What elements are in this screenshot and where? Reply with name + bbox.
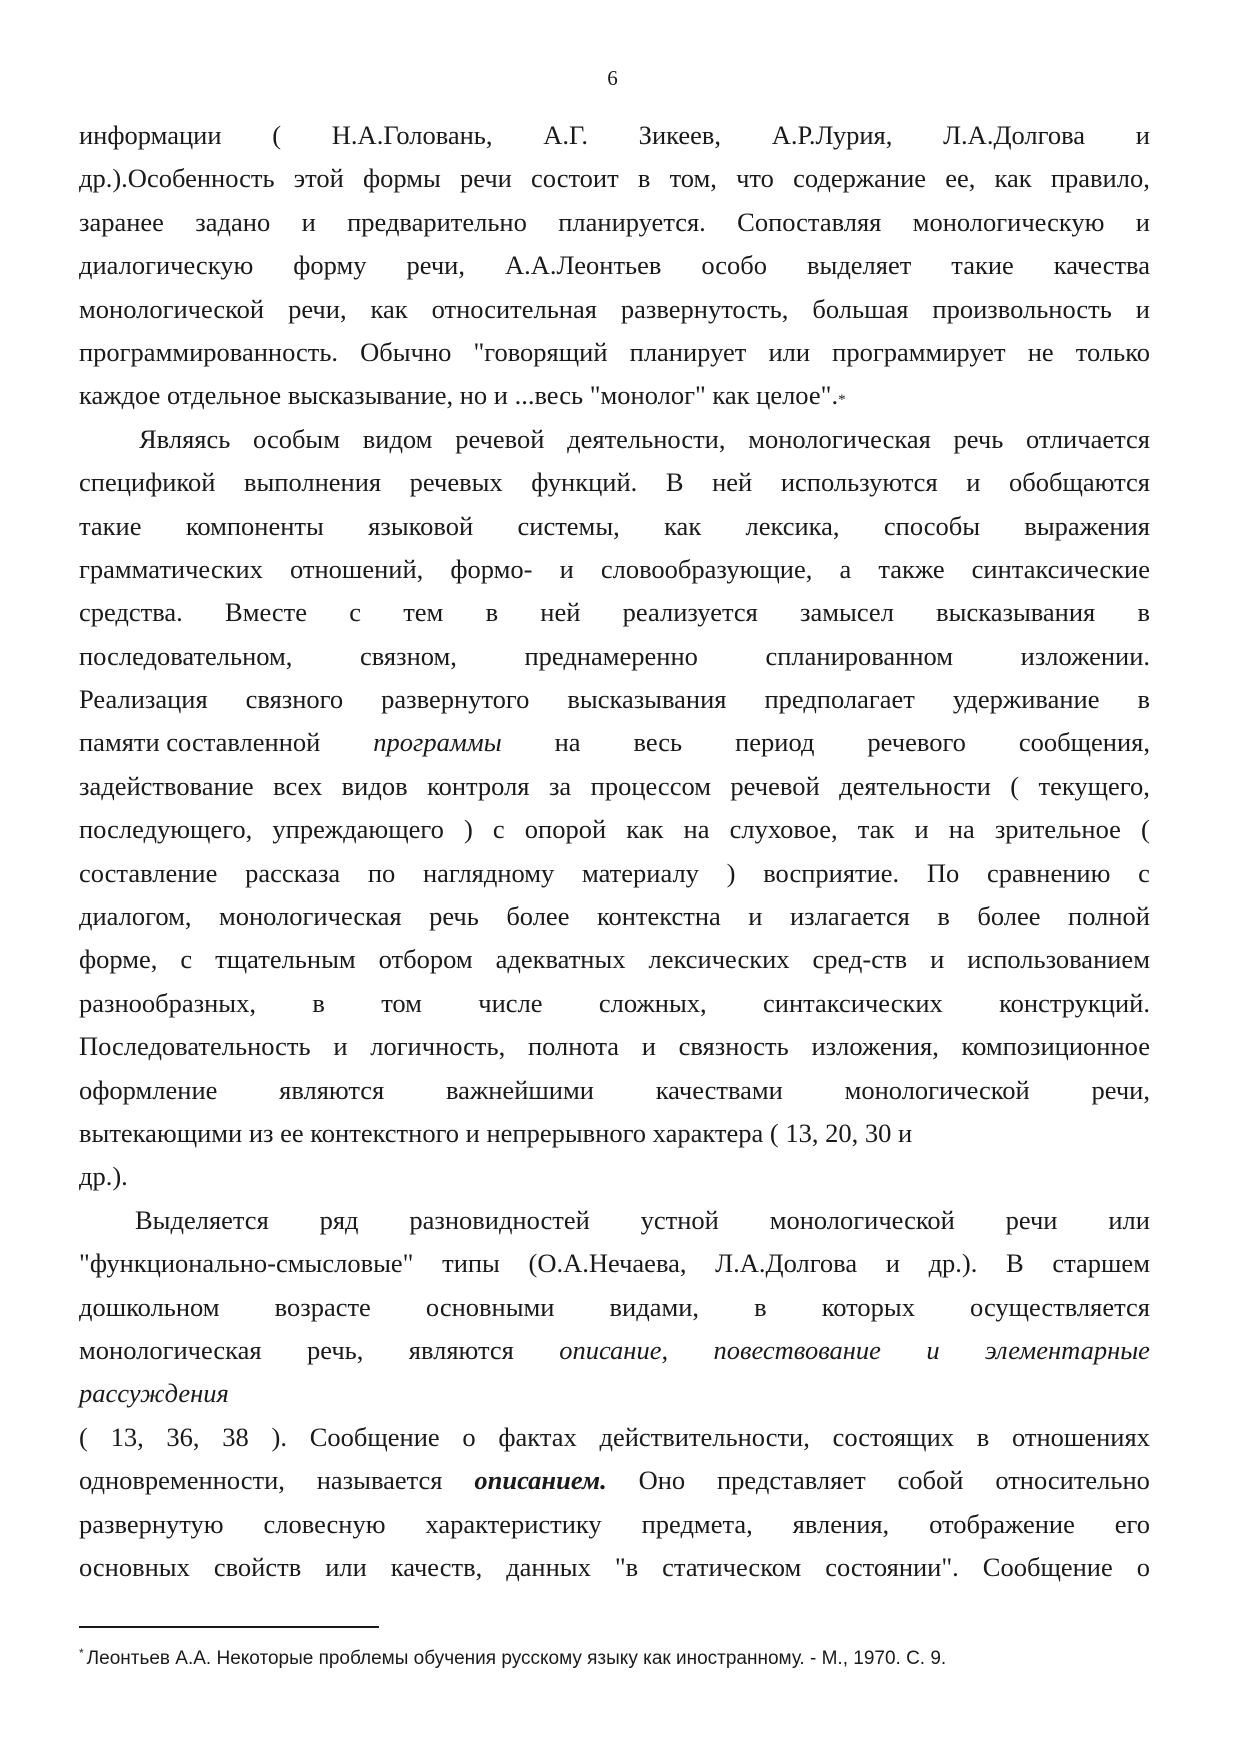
word: спланированном	[765, 640, 954, 671]
word: сообщения,	[1018, 727, 1150, 758]
word: особым	[253, 423, 341, 454]
word: отображение	[929, 1508, 1075, 1539]
word: контроля	[427, 770, 530, 801]
word: что	[736, 163, 774, 194]
word: только	[1075, 336, 1150, 367]
word: функций.	[531, 467, 638, 498]
word: Вместе	[225, 597, 308, 628]
word: Зикеев,	[638, 120, 722, 150]
word: которых	[821, 1291, 915, 1322]
word: программирует	[832, 336, 1006, 367]
text-line	[79, 635, 1150, 678]
word: форме,	[79, 944, 158, 975]
word: задано	[195, 206, 271, 237]
word: спецификой	[79, 467, 216, 498]
word: изложения,	[811, 1031, 939, 1062]
word: удерживание	[952, 684, 1100, 715]
word: отношениях	[1012, 1421, 1150, 1452]
word: лексика,	[745, 510, 840, 541]
body-text	[79, 114, 1150, 1589]
word: речи,	[406, 250, 465, 281]
word: статическом	[662, 1551, 802, 1582]
word: и	[914, 814, 929, 845]
text-line	[79, 1286, 1150, 1329]
word: в	[1137, 684, 1150, 715]
text-line: др.).	[79, 1161, 128, 1192]
word: в	[312, 987, 325, 1018]
text-line	[79, 244, 1150, 287]
page-number: 6	[607, 66, 618, 90]
word: системы,	[517, 510, 620, 541]
word: рассказа	[245, 857, 341, 888]
word: ).	[271, 1421, 287, 1452]
word: выделяет	[807, 250, 912, 281]
word: или	[325, 1551, 367, 1582]
text-line	[79, 1069, 1150, 1112]
word: ней	[540, 597, 581, 628]
word: по	[367, 857, 396, 888]
word: речи,	[288, 293, 347, 324]
word: представляет	[717, 1465, 866, 1496]
word: повествование	[713, 1334, 881, 1365]
word: А.Г.	[543, 120, 588, 150]
footnote-text: Леонтьев А.А. Некоторые проблемы обучения русскому языку как иностранному. - М., 1970. С. 9.	[86, 1648, 947, 1669]
word: высказывания	[936, 597, 1096, 628]
word: диалогическую	[79, 250, 254, 281]
emphasized-text: программы	[373, 727, 502, 758]
word: компоненты	[185, 510, 324, 541]
word: и	[1135, 120, 1150, 150]
word: качеств,	[390, 1551, 483, 1582]
word: использованием	[967, 944, 1150, 975]
word: о	[1136, 1551, 1150, 1582]
word: том,	[669, 163, 717, 194]
bold-italic-term: описанием.	[474, 1465, 607, 1496]
text-line	[79, 852, 1150, 895]
word: планирует	[629, 336, 747, 367]
text-line	[79, 288, 1150, 331]
word: более	[977, 901, 1041, 932]
word: состоит	[531, 163, 619, 194]
word: замысел	[800, 597, 894, 628]
word: также	[878, 553, 945, 584]
word: видом	[362, 423, 433, 454]
word: с	[349, 597, 361, 628]
word: (	[79, 1421, 88, 1452]
word: и	[1135, 293, 1150, 324]
word: А.Р.Лурия,	[771, 120, 893, 150]
text-line	[79, 548, 1150, 591]
word: собой	[897, 1465, 964, 1496]
word: речь,	[306, 1334, 364, 1365]
text-line	[79, 505, 1150, 548]
word: заранее	[79, 206, 164, 237]
footnote-marker: *	[79, 1646, 84, 1660]
word: предполагает	[764, 684, 915, 715]
word: развернутую	[79, 1508, 224, 1539]
footnote	[79, 1640, 1150, 1672]
word: данных	[506, 1551, 591, 1582]
word: монологическую	[912, 206, 1105, 237]
text-line	[79, 1503, 1150, 1546]
word: с	[492, 814, 505, 845]
word: По	[926, 857, 960, 888]
word: за	[548, 770, 572, 801]
word: Л.А.Долгова	[943, 120, 1086, 150]
word: на	[948, 814, 975, 845]
text-line	[79, 1416, 1150, 1459]
word: выполнения	[243, 467, 382, 498]
word: речь	[429, 901, 479, 932]
text-line	[79, 157, 1150, 200]
word: полнота	[527, 1031, 619, 1062]
word: возрасте	[274, 1291, 371, 1322]
word: информации	[79, 120, 222, 150]
word: и	[641, 1031, 656, 1062]
word: состоянии".	[825, 1551, 959, 1582]
word: "говорящий	[473, 336, 608, 367]
word: задействование	[79, 770, 254, 801]
word: разнообразных,	[79, 987, 256, 1018]
word: развернутого	[381, 684, 530, 715]
word: средства.	[79, 597, 183, 628]
word: речевого	[867, 727, 966, 758]
word: с	[180, 944, 193, 975]
word: выражения	[1024, 510, 1150, 541]
word: составление	[79, 857, 218, 888]
text-line	[79, 418, 1150, 461]
word: такие	[79, 510, 142, 541]
word: формы	[362, 163, 441, 194]
word: процессом	[590, 770, 711, 801]
word: Сопоставляя	[737, 206, 882, 237]
word: Оно	[638, 1465, 686, 1496]
word: (	[1141, 814, 1150, 845]
word: реализуется	[622, 597, 758, 628]
word: словообразующие,	[600, 553, 813, 584]
word: конструкций.	[999, 987, 1150, 1018]
word: большая	[812, 293, 909, 324]
word: планируется.	[558, 206, 706, 237]
word: типы	[442, 1248, 500, 1279]
line-text: каждое отдельное высказывание, но и ...весь "монолог" как целое".	[79, 380, 839, 411]
word: осуществляется	[970, 1291, 1150, 1322]
word: видов	[341, 770, 408, 801]
word: предварительно	[347, 206, 527, 237]
text-line	[79, 982, 1150, 1025]
word: оформление	[79, 1074, 218, 1105]
word: речи,	[1091, 1074, 1150, 1105]
word: элементарные	[984, 1334, 1150, 1365]
word: явления,	[792, 1508, 890, 1539]
word: др.).Особенность	[79, 163, 275, 194]
word: правило,	[1050, 163, 1150, 194]
word: (	[1010, 770, 1020, 801]
word: ней	[712, 467, 753, 498]
word: текущего,	[1038, 770, 1150, 801]
word: монологической	[844, 1074, 1030, 1105]
word: языковой	[368, 510, 474, 541]
word: относительная	[431, 293, 597, 324]
word: дошкольном	[79, 1291, 220, 1322]
text-line	[79, 591, 1150, 634]
word: период	[735, 727, 815, 758]
word: речевой	[455, 423, 545, 454]
word: особо	[701, 250, 768, 281]
word: Обычно	[360, 336, 452, 367]
word: ее,	[945, 163, 976, 194]
word: и	[748, 901, 763, 932]
word: в	[976, 1421, 990, 1452]
word: синтаксических	[763, 987, 943, 1018]
word: не	[1027, 336, 1054, 367]
word: речи	[459, 163, 512, 194]
word: описание,	[559, 1334, 669, 1365]
word: программированность.	[79, 336, 339, 367]
word: такие	[951, 250, 1014, 281]
word: связного	[245, 684, 344, 715]
word: грамматических	[79, 553, 263, 584]
text-segment: памяти составленной	[79, 727, 321, 758]
word: деятельности	[839, 770, 991, 801]
word: речевой	[730, 770, 820, 801]
word: формо-	[450, 553, 533, 584]
word: Л.А.Долгова	[715, 1248, 858, 1279]
word: и	[1135, 206, 1150, 237]
word: называется	[316, 1465, 443, 1496]
word: монологической	[769, 1204, 955, 1235]
word: В	[665, 467, 684, 498]
word: являются	[408, 1334, 514, 1365]
text-line	[79, 1199, 1150, 1242]
word: восприятие.	[763, 857, 900, 888]
word: последовательном,	[79, 640, 293, 671]
word: В	[1006, 1248, 1024, 1279]
word: композиционное	[961, 1031, 1150, 1062]
word: )	[726, 857, 736, 888]
word: относительно	[995, 1465, 1150, 1496]
text-line	[79, 938, 1150, 981]
word: характеристику	[425, 1508, 602, 1539]
word: сложных,	[598, 987, 707, 1018]
text-line	[79, 114, 1150, 157]
word: более	[506, 901, 570, 932]
word: как	[994, 163, 1032, 194]
word: тщательным	[215, 944, 356, 975]
word: старшем	[1052, 1248, 1150, 1279]
word: и	[559, 553, 574, 584]
word: (	[272, 120, 282, 150]
word: полной	[1068, 901, 1150, 932]
word: способы	[883, 510, 981, 541]
word: Реализация	[79, 684, 208, 715]
word: этой	[293, 163, 344, 194]
word: слуховое,	[729, 814, 838, 845]
word: одновременности,	[79, 1465, 285, 1496]
text-line	[79, 461, 1150, 504]
text-line	[79, 1372, 1150, 1415]
word: и	[926, 1334, 940, 1365]
word: в	[937, 901, 950, 932]
text-line: каждое отдельное высказывание, но и ...весь "монолог" как целое". *	[79, 374, 1150, 417]
word: видами,	[609, 1291, 700, 1322]
word: или	[1108, 1204, 1150, 1235]
text-line	[79, 1242, 1150, 1285]
emphasized-text: рассуждения	[79, 1378, 229, 1409]
word: с	[1138, 857, 1150, 888]
word: разновидностей	[409, 1204, 590, 1235]
word: состоящих	[832, 1421, 955, 1452]
word: синтаксические	[971, 553, 1150, 584]
word: монологическая	[218, 901, 402, 932]
word: связность	[678, 1031, 789, 1062]
word: Сообщение	[309, 1421, 440, 1452]
word: 38	[222, 1421, 249, 1452]
word: 36,	[166, 1421, 200, 1452]
word: речевых	[409, 467, 503, 498]
word: используются	[780, 467, 938, 498]
word: адекватных	[495, 944, 626, 975]
word: в	[1137, 597, 1150, 628]
word: Сообщение	[982, 1551, 1113, 1582]
word: монологическая	[748, 423, 931, 454]
text-line	[79, 1025, 1150, 1068]
word: действительности,	[599, 1421, 810, 1452]
word: словесную	[263, 1508, 386, 1539]
word: числе	[478, 987, 543, 1018]
word: преднамеренно	[524, 640, 698, 671]
text-line	[79, 765, 1150, 808]
word: речи	[1005, 1204, 1058, 1235]
word: контекстна	[596, 901, 721, 932]
word: весь	[633, 727, 683, 758]
word: а	[839, 553, 852, 584]
word: предмета,	[641, 1508, 753, 1539]
word: его	[1114, 1508, 1150, 1539]
word: и	[301, 206, 316, 237]
word: устной	[640, 1204, 719, 1235]
word: логичность,	[370, 1031, 506, 1062]
word: сред-ств	[812, 944, 908, 975]
word: качествами	[655, 1074, 783, 1105]
word: упреждающего	[272, 814, 444, 845]
word: на	[683, 814, 710, 845]
word: материалу	[582, 857, 699, 888]
word: зрительное	[994, 814, 1121, 845]
word: ряд	[319, 1204, 359, 1235]
word: свойств	[213, 1551, 302, 1582]
word: (О.А.Нечаева,	[528, 1248, 687, 1279]
word: Являясь	[139, 423, 231, 454]
word: в	[637, 163, 651, 194]
word: А.А.Леонтьев	[504, 250, 662, 281]
word: и	[966, 467, 981, 498]
word: содержание	[793, 163, 927, 194]
word: обобщаются	[1008, 467, 1150, 498]
word: "в	[614, 1551, 639, 1582]
word: наглядному	[422, 857, 555, 888]
word: о	[462, 1421, 476, 1452]
word: опорой	[524, 814, 607, 845]
word: всех	[273, 770, 323, 801]
word: и	[885, 1248, 900, 1279]
word: деятельности,	[567, 423, 726, 454]
text-line	[79, 331, 1150, 374]
word: последующего,	[79, 814, 253, 845]
word: речь	[953, 423, 1004, 454]
word: том	[381, 987, 422, 1018]
footnote-separator	[79, 1626, 379, 1628]
word: др.).	[928, 1248, 978, 1279]
word: Выделяется	[135, 1204, 269, 1235]
word: основных	[79, 1551, 190, 1582]
word: "функционально-смысловые"	[79, 1248, 414, 1279]
word: отличается	[1026, 423, 1150, 454]
word: важнейшими	[446, 1074, 594, 1105]
word: качества	[1053, 250, 1150, 281]
word: развернутость,	[620, 293, 789, 324]
word: сравнению	[987, 857, 1111, 888]
word: отбором	[378, 944, 473, 975]
word: 13,	[110, 1421, 144, 1452]
word: связном,	[360, 640, 457, 671]
word: форму	[293, 250, 367, 281]
word: Последовательность	[79, 1031, 311, 1062]
text-line	[79, 201, 1150, 244]
word: тем	[403, 597, 444, 628]
text-line	[79, 678, 1150, 721]
text-line	[79, 1459, 1150, 1502]
word: Н.А.Головань,	[331, 120, 493, 150]
word: в	[485, 597, 499, 628]
word: или	[768, 336, 811, 367]
word: изложении.	[1020, 640, 1150, 671]
text-line	[79, 721, 1150, 764]
word: высказывания	[567, 684, 727, 715]
word: произвольность	[932, 293, 1112, 324]
word: и	[333, 1031, 348, 1062]
text-line	[79, 895, 1150, 938]
text-line	[79, 1329, 1150, 1372]
word: )	[463, 814, 473, 845]
word: излагается	[789, 901, 910, 932]
word: и	[930, 944, 945, 975]
text-line: вытекающими из ее контекстного и непрерывного характера ( 13, 20, 30 и	[79, 1117, 913, 1148]
word: как	[370, 293, 408, 324]
word: основными	[425, 1291, 555, 1322]
text-line	[79, 808, 1150, 851]
word: в	[754, 1291, 767, 1322]
word: как	[664, 510, 702, 541]
word: являются	[279, 1074, 385, 1105]
word: на	[554, 727, 581, 758]
text-line	[79, 1546, 1150, 1589]
word: монологической	[79, 293, 265, 324]
word: лексических	[648, 944, 790, 975]
word: как	[626, 814, 664, 845]
word: монологическая	[79, 1334, 262, 1365]
word: так	[857, 814, 895, 845]
word: фактах	[498, 1421, 577, 1452]
word: отношений,	[290, 553, 424, 584]
word: диалогом,	[79, 901, 192, 932]
